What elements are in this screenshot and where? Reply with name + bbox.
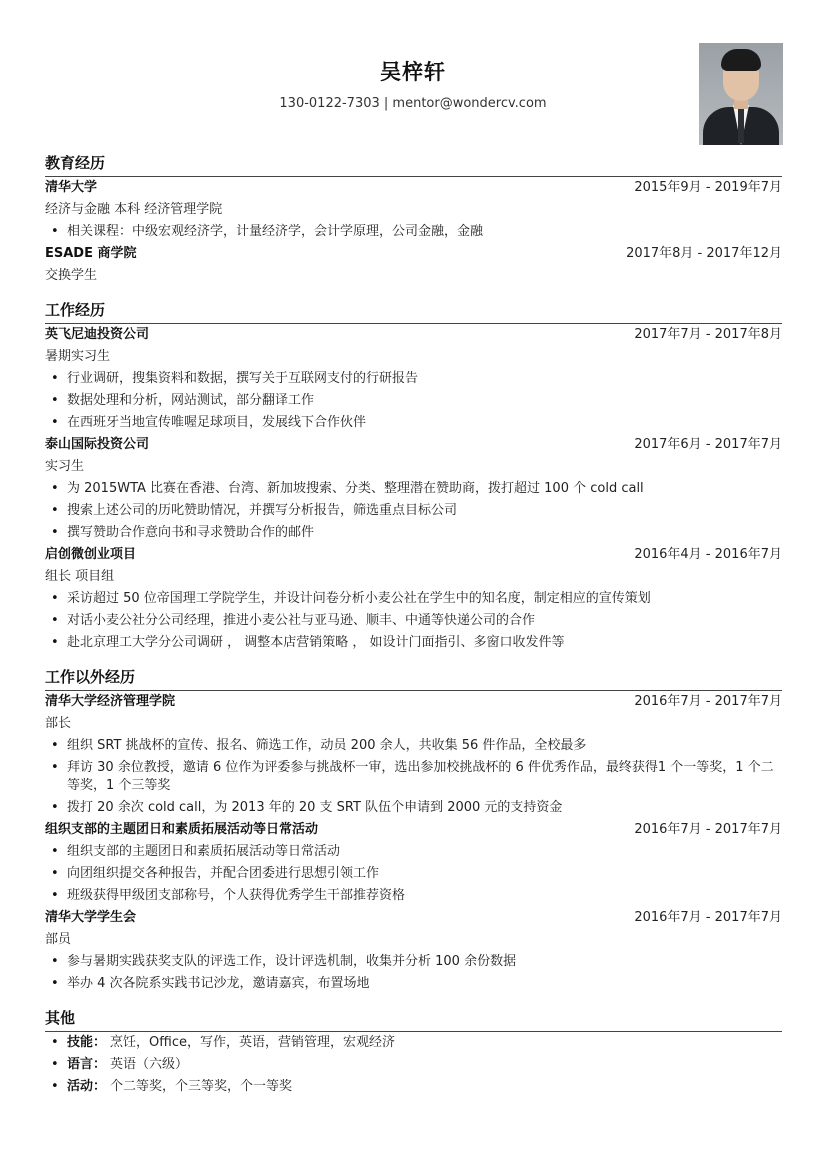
bullet-item: • 搜索上述公司的历叱赞助情况，并撰写分析报告，筛选重点目标公司 — [67, 500, 782, 522]
bullet-list — [45, 841, 782, 907]
education-entry — [45, 177, 782, 243]
profile-photo — [699, 43, 783, 145]
bullet-item: • 行业调研，搜集资料和数据，撰写关于互联网支付的行研报告 — [67, 368, 782, 390]
education-entry — [45, 243, 782, 287]
entry-role: 实习生 — [45, 459, 85, 474]
entry-role: 部员 — [45, 932, 72, 947]
entry-date: 2016年7月 - 2017年7月 — [634, 822, 782, 837]
candidate-name: 吴梓轩 — [380, 60, 446, 84]
extra-entry — [45, 907, 782, 995]
entry-role: 部长 — [45, 716, 72, 731]
entry-date: 2017年6月 - 2017年7月 — [634, 437, 782, 452]
other-item-activities — [67, 1076, 782, 1098]
other-item-skills — [67, 1032, 782, 1054]
other-value: 烹饪，Office，写作，英语，营销管理，宏观经济 — [110, 1035, 395, 1050]
entry-date: 2017年8月 - 2017年12月 — [626, 246, 782, 261]
section-title-education: 教育经历 — [45, 152, 782, 177]
entry-role: 经济与金融 本科 经济管理学院 — [45, 202, 223, 217]
bullet-item: • 赴北京理工大学分公司调研 ， 调整本店营销策略 ， 如设计门面指引、多窗口收发件等 — [67, 632, 782, 654]
entry-role: 暑期实习生 — [45, 349, 111, 364]
bullet-item: • 拨打 20 余次 cold call，为 2013 年的 20 支 SRT 队伍个申请到 2000 元的支持资金 — [67, 797, 782, 819]
entry-org: ESADE 商学院 — [45, 246, 137, 261]
bullet-item: • 相关课程：中级宏观经济学，计量经济学，会计学原理，公司金融，金融 — [67, 221, 782, 243]
extra-entry — [45, 691, 782, 819]
bullet-list — [45, 368, 782, 434]
entry-org: 启创微创业项目 — [45, 547, 137, 562]
bullet-list — [45, 588, 782, 654]
bullet-item: • 对话小麦公社分公司经理，推进小麦公社与亚马逊、顺丰、中通等快递公司的合作 — [67, 610, 782, 632]
entry-org: 清华大学经济管理学院 — [45, 694, 176, 709]
bullet-list — [45, 221, 782, 243]
entry-date: 2016年4月 - 2016年7月 — [634, 547, 782, 562]
work-entry — [45, 434, 782, 544]
other-label: 技能： — [67, 1035, 107, 1050]
bullet-item: • 举办 4 次各院系实践书记沙龙，邀请嘉宾，布置场地 — [67, 973, 782, 995]
work-entry — [45, 544, 782, 654]
other-value: 个二等奖，个三等奖，个一等奖 — [110, 1079, 293, 1094]
section-title-extra: 工作以外经历 — [45, 666, 782, 691]
entry-date: 2017年7月 - 2017年8月 — [634, 327, 782, 342]
entry-org: 清华大学学生会 — [45, 910, 137, 925]
bullet-item: • 在西班牙当地宣传唯喔足球项目，发展线下合作伙伴 — [67, 412, 782, 434]
work-entry — [45, 324, 782, 434]
resume-body — [45, 152, 782, 1098]
bullet-list — [45, 735, 782, 819]
entry-org: 清华大学 — [45, 180, 98, 195]
bullet-item: • 组织支部的主题团日和素质拓展活动等日常活动 — [67, 841, 782, 863]
bullet-item: • 数据处理和分析，网站测试，部分翻译工作 — [67, 390, 782, 412]
other-list — [45, 1032, 782, 1098]
entry-role: 组长 项目组 — [45, 569, 115, 584]
other-item-language — [67, 1054, 782, 1076]
other-value: 英语（六级） — [110, 1057, 189, 1072]
entry-date: 2016年7月 - 2017年7月 — [634, 910, 782, 925]
extra-entry — [45, 819, 782, 907]
bullet-item: • 拜访 30 余位教授，邀请 6 位作为评委参与挑战杯一审，选出参加校挑战杯的 6 件优秀作品，最终获得1 个一等奖，1 个二等奖，1 个三等奖 — [67, 757, 782, 797]
other-label: 活动： — [67, 1079, 107, 1094]
entry-org: 组织支部的主题团日和素质拓展活动等日常活动 — [45, 822, 319, 837]
bullet-item: • 撰写赞助合作意向书和寻求赞助合作的邮件 — [67, 522, 782, 544]
other-label: 语言： — [67, 1057, 107, 1072]
bullet-item: • 参与暑期实践获奖支队的评选工作，设计评选机制，收集并分析 100 余份数据 — [67, 951, 782, 973]
section-title-work: 工作经历 — [45, 299, 782, 324]
entry-date: 2016年7月 - 2017年7月 — [634, 694, 782, 709]
bullet-item: • 为 2015WTA 比赛在香港、台湾、新加坡搜索、分类、整理潜在赞助商，拨打超过 100 个 cold call — [67, 478, 782, 500]
bullet-item: • 向团组织提交各种报告，并配合团委进行思想引领工作 — [67, 863, 782, 885]
entry-org: 英飞尼迪投资公司 — [45, 327, 150, 342]
bullet-item: • 班级获得甲级团支部称号，个人获得优秀学生干部推荐资格 — [67, 885, 782, 907]
contact-info: 130-0122-7303 | mentor@wondercv.com — [279, 96, 547, 111]
bullet-item: • 采访超过 50 位帝国理工学院学生，并设计问卷分析小麦公社在学生中的知名度，制定相应的宣传策划 — [67, 588, 782, 610]
bullet-list — [45, 951, 782, 995]
entry-role: 交换学生 — [45, 268, 98, 283]
entry-org: 泰山国际投资公司 — [45, 437, 150, 452]
bullet-list — [45, 478, 782, 544]
entry-date: 2015年9月 - 2019年7月 — [634, 180, 782, 195]
bullet-item: • 组织 SRT 挑战杯的宣传、报名、筛选工作，动员 200 余人，共收集 56 件作品，全校最多 — [67, 735, 782, 757]
section-title-other: 其他 — [45, 1007, 782, 1032]
